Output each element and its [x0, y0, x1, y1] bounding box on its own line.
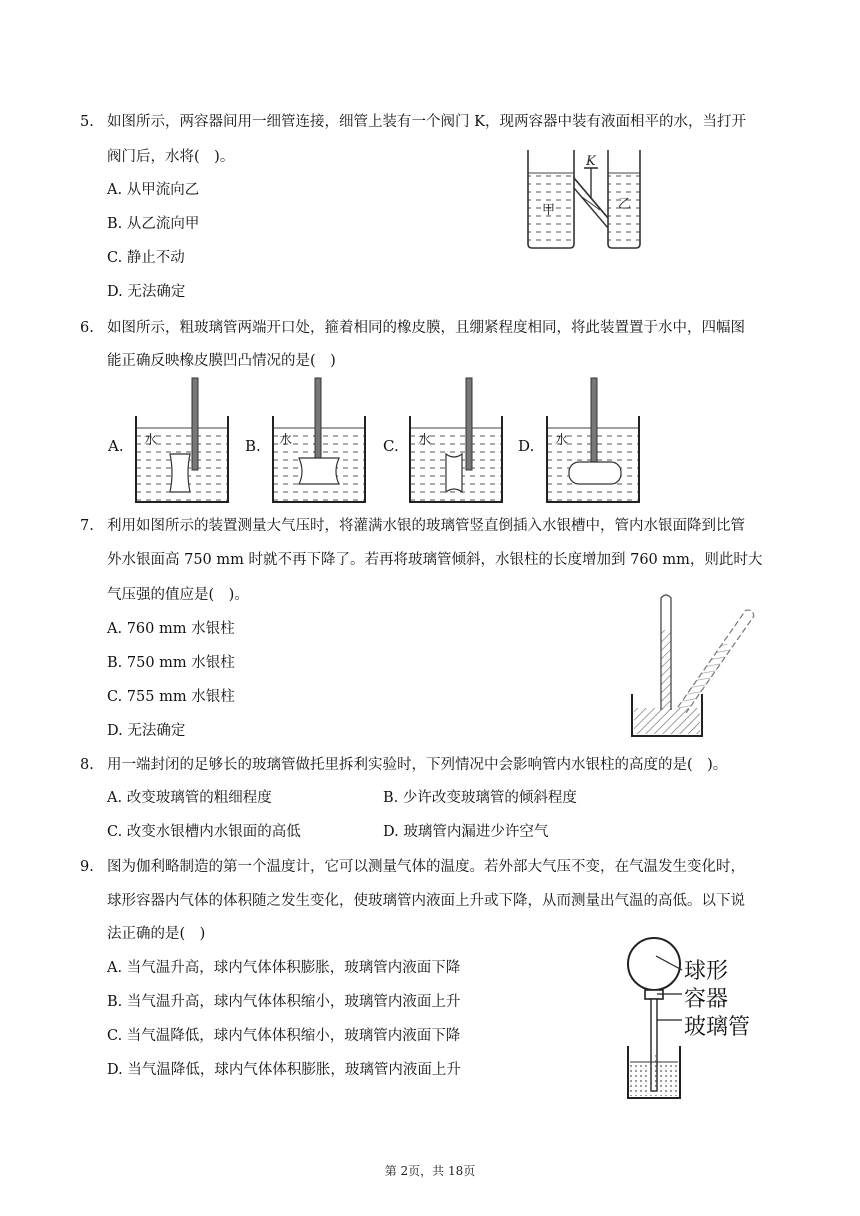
question-6-option-c: C.	[383, 437, 399, 455]
question-9-line-3: 法正确的是( )	[107, 926, 206, 942]
question-7-option-b: B. 750 mm 水银柱	[107, 655, 235, 671]
question-7-line-1: 利用如图所示的装置测量大气压时，将灌满水银的玻璃管竖直倒插入水银槽中，管内水银面降到比管	[107, 518, 745, 534]
question-6-figure-c	[408, 376, 504, 506]
question-6-figure-b	[271, 376, 367, 506]
question-9-line-2: 球形容器内气体的体积随之发生变化，使玻璃管内液面上升或下降，从而测量出气温的高低。以下说	[107, 893, 745, 909]
question-5-option-b: B. 从乙流向甲	[107, 216, 200, 232]
question-5-figure	[524, 148, 648, 256]
question-7-option-c: C. 755 mm 水银柱	[107, 689, 235, 705]
question-8-number: 8.	[80, 757, 94, 773]
water-label-a: 水	[144, 433, 158, 448]
question-5-option-d: D. 无法确定	[107, 284, 186, 300]
question-7-figure	[628, 590, 748, 740]
question-8-option-c: C. 改变水银槽内水银面的高低	[107, 824, 301, 840]
question-5-line-2: 阀门后，水将( )。	[107, 149, 235, 165]
question-6-option-a: A.	[108, 437, 124, 455]
question-7-line-2: 外水银面高 750 mm 时就不再下降了。若再将玻璃管倾斜，水银柱的长度增加到 760 mm，则此时大	[107, 552, 763, 568]
question-7-option-d: D. 无法确定	[107, 723, 186, 739]
question-9-option-d: D. 当气温降低，球内气体体积膨胀，玻璃管内液面上升	[107, 1062, 461, 1078]
container-label: 容器	[684, 987, 729, 1012]
question-5-option-c: C. 静止不动	[107, 250, 185, 266]
question-6-number: 6.	[80, 320, 94, 336]
question-6-option-b: B.	[245, 437, 261, 455]
vessel-jia-label: 甲	[542, 203, 556, 218]
question-9-figure	[624, 934, 784, 1104]
question-6-option-d: D.	[518, 437, 535, 455]
question-5-line-1: 如图所示，两容器间用一细管连接，细管上装有一个阀门 K，现两容器中装有液面相平的水，当打开	[107, 114, 746, 130]
bulb-label: 球形	[684, 959, 729, 984]
question-9-option-b: B. 当气温升高，球内气体体积缩小，玻璃管内液面上升	[107, 994, 461, 1010]
question-8-option-a: A. 改变玻璃管的粗细程度	[107, 790, 272, 806]
question-6-line-1: 如图所示，粗玻璃管两端开口处，箍着相同的橡皮膜，且绷紧程度相同，将此装置置于水中，四幅图	[107, 320, 745, 336]
question-6-figure-d	[545, 376, 641, 506]
question-8-line-1: 用一端封闭的足够长的玻璃管做托里拆利实验时，下列情况中会影响管内水银柱的高度的是( )。	[107, 757, 728, 773]
question-6-figure-a	[134, 376, 230, 506]
question-7-option-a: A. 760 mm 水银柱	[107, 621, 235, 637]
question-9-line-1: 图为伽利略制造的第一个温度计，它可以测量气体的温度。若外部大气压不变，在气温发生变化时，	[107, 859, 745, 875]
question-9-option-c: C. 当气温降低，球内气体体积缩小，玻璃管内液面下降	[107, 1028, 461, 1044]
question-9-option-a: A. 当气温升高，球内气体体积膨胀，玻璃管内液面下降	[107, 960, 461, 976]
question-7-line-3: 气压强的值应是( )。	[107, 587, 249, 603]
page-footer: 第 2页，共 18页	[384, 1164, 476, 1178]
question-8-option-d: D. 玻璃管内漏进少许空气	[383, 824, 549, 840]
question-9-number: 9.	[80, 859, 94, 875]
glass-tube-label: 玻璃管	[684, 1015, 751, 1040]
water-label-d: 水	[555, 433, 569, 448]
question-5-option-a: A. 从甲流向乙	[107, 182, 200, 198]
question-7-number: 7.	[80, 518, 94, 534]
water-label-c: 水	[418, 433, 432, 448]
question-5-number: 5.	[80, 114, 94, 130]
vessel-yi-label: 乙	[618, 197, 632, 212]
question-8-option-b: B. 少许改变玻璃管的倾斜程度	[383, 790, 577, 806]
water-label-b: 水	[279, 433, 293, 448]
valve-k-label: K	[586, 154, 596, 169]
question-6-line-2: 能正确反映橡皮膜凹凸情况的是( )	[107, 353, 336, 369]
